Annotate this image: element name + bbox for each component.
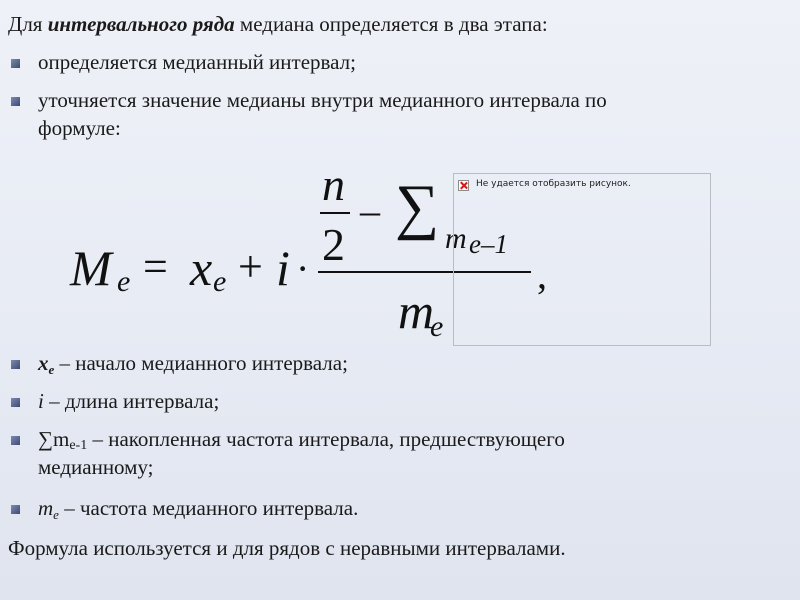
footer-note: Формула используется и для рядов с неравными интервалами. [8,536,566,560]
formula-i: i [276,240,290,296]
bullet-icon [11,436,20,445]
formula-sigma: ∑ [395,173,440,241]
broken-image-text: Не удается отобразить рисунок. [476,179,631,189]
definition-cumulative-symbol: ∑m [38,427,70,451]
bullet-icon [11,505,20,514]
step-2: уточняется значение медианы внутри медианного интервала по [38,88,607,112]
formula-minus: – [360,188,380,233]
formula-m-top: m [445,222,467,255]
intro-prefix: Для [8,12,48,36]
formula-comma: , [537,252,547,297]
definition-me-symbol: m [38,496,54,520]
definition-xe-text: – начало медианного интервала; [54,351,348,375]
definition-xe [38,350,348,383]
definition-cumulative-continuation: медианному; [38,455,154,479]
definition-xe-sub: e [48,362,55,377]
definition-i-symbol: i [38,389,44,413]
formula-x: x [190,240,213,296]
definition-i [38,388,219,414]
formula-M: M [70,240,112,296]
formula-dot: · [296,246,310,291]
definition-cumulative-sub: e-1 [69,438,88,453]
formula-n: n [322,159,345,210]
definition-i-text: – длина интервала; [43,389,220,413]
definition-me-sub: e [53,507,59,522]
formula-plus: + [238,242,263,291]
definition-cumulative-text: – накопленная частота интервала, предшествующего [87,427,565,451]
definition-me-text: – частота медианного интервала. [58,496,359,520]
step-2-continuation: формуле: [38,116,121,140]
intro-emphasis: интервального ряда [47,12,235,36]
broken-image-placeholder [453,173,711,346]
broken-image-icon [458,180,469,191]
formula-equals: = [143,242,168,291]
definition-xe-symbol: x [38,351,49,375]
definition-me [38,495,358,528]
bullet-icon [11,398,20,407]
formula-small-fraction-bar [320,212,350,214]
formula-m-top-sub: e–1 [469,229,508,259]
bullet-icon [11,360,20,369]
formula-M-sub: e [117,265,131,298]
formula-m-bottom: m [398,283,435,339]
formula-x-sub: e [213,265,227,298]
step-1: определяется медианный интервал; [38,50,356,74]
intro-suffix: медиана определяется в два этапа: [234,12,548,36]
formula-two: 2 [322,219,345,270]
formula-m-bottom-sub: e [430,310,444,343]
